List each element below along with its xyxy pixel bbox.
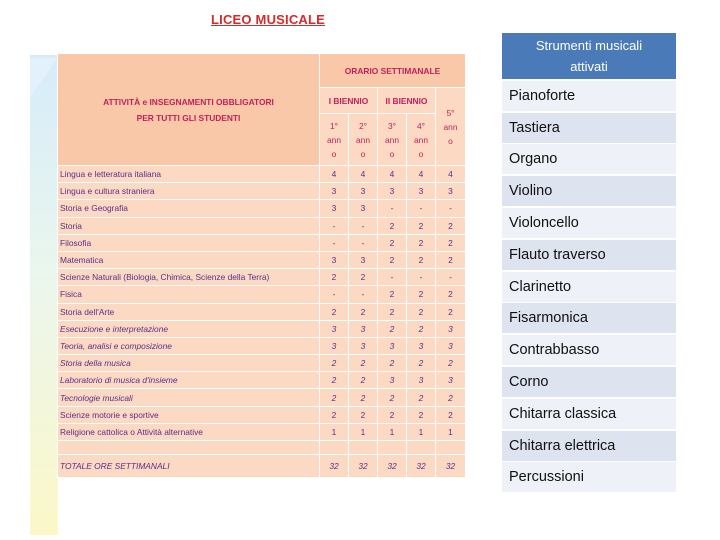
year-header-line: 3° bbox=[387, 120, 396, 131]
hours-cell: 2 bbox=[378, 320, 407, 337]
instrument-item: Flauto traverso bbox=[502, 240, 676, 270]
spacer-cell bbox=[436, 441, 466, 455]
hours-cell: 2 bbox=[407, 389, 436, 406]
hours-cell: 3 bbox=[407, 183, 436, 200]
instrument-item: Clarinetto bbox=[502, 272, 676, 302]
hours-cell: 2 bbox=[436, 251, 466, 268]
hours-cell: 2 bbox=[378, 234, 407, 251]
hours-cell: 2 bbox=[378, 286, 407, 303]
hours-cell: 1 bbox=[378, 423, 407, 440]
hours-cell: 2 bbox=[349, 389, 378, 406]
year-header bbox=[407, 114, 436, 166]
hours-cell: 2 bbox=[436, 303, 466, 320]
subject-name: Matematica bbox=[58, 251, 320, 268]
subject-name: Storia dell'Arte bbox=[58, 303, 320, 320]
hours-cell: 2 bbox=[349, 372, 378, 389]
hours-cell: 2 bbox=[436, 217, 466, 234]
hours-cell: - bbox=[436, 200, 466, 217]
instrument-item: Violino bbox=[502, 176, 676, 206]
instruments-list bbox=[502, 33, 676, 492]
year-header-line: ann bbox=[327, 134, 341, 145]
spacer-cell bbox=[349, 441, 378, 455]
hours-cell: 2 bbox=[320, 269, 349, 286]
hours-cell: 2 bbox=[407, 234, 436, 251]
hours-cell: 2 bbox=[436, 389, 466, 406]
table-row bbox=[58, 286, 466, 303]
subject-name: Storia della musica bbox=[58, 355, 320, 372]
hours-cell: 4 bbox=[320, 166, 349, 183]
year-5-header bbox=[436, 88, 466, 166]
activities-header-line1: ATTIVITÀ e INSEGNAMENTI OBBLIGATORI bbox=[103, 96, 274, 107]
table-row bbox=[58, 337, 466, 354]
hours-cell: - bbox=[320, 286, 349, 303]
activities-header bbox=[58, 54, 320, 166]
hours-cell: 2 bbox=[349, 355, 378, 372]
year-header-line: ann bbox=[414, 134, 428, 145]
total-cell: 32 bbox=[407, 455, 436, 478]
hours-cell: 2 bbox=[320, 303, 349, 320]
hours-cell: 2 bbox=[378, 303, 407, 320]
hours-cell: 3 bbox=[436, 320, 466, 337]
hours-cell: - bbox=[349, 217, 378, 234]
subject-name: Lingua e cultura straniera bbox=[58, 183, 320, 200]
year-header-line: o bbox=[389, 148, 395, 159]
subject-name: Fisica bbox=[58, 286, 320, 303]
table-row bbox=[58, 372, 466, 389]
hours-cell: - bbox=[378, 200, 407, 217]
table-row bbox=[58, 166, 466, 183]
table-row bbox=[58, 200, 466, 217]
instrument-item: Contrabbasso bbox=[502, 335, 676, 365]
group-header-1: I BIENNIO bbox=[320, 88, 378, 114]
hours-cell: 2 bbox=[436, 286, 466, 303]
hours-cell: 1 bbox=[349, 423, 378, 440]
hours-cell: 3 bbox=[378, 372, 407, 389]
hours-cell: 2 bbox=[378, 217, 407, 234]
instruments-header-line2: attivati bbox=[570, 59, 608, 74]
hours-cell: 2 bbox=[320, 389, 349, 406]
hours-cell: 2 bbox=[378, 389, 407, 406]
hours-cell: 2 bbox=[349, 303, 378, 320]
subject-name: Storia bbox=[58, 217, 320, 234]
orario-header: ORARIO SETTIMANALE bbox=[320, 54, 466, 88]
subject-name: Filosofia bbox=[58, 234, 320, 251]
hours-cell: 3 bbox=[320, 337, 349, 354]
hours-cell: 2 bbox=[407, 286, 436, 303]
table-row bbox=[58, 320, 466, 337]
hours-cell: 3 bbox=[320, 251, 349, 268]
hours-cell: 3 bbox=[378, 183, 407, 200]
instrument-item: Chitarra elettrica bbox=[502, 431, 676, 461]
hours-cell: 2 bbox=[378, 406, 407, 423]
year-header-line: ann bbox=[356, 134, 370, 145]
hours-cell: 2 bbox=[349, 269, 378, 286]
subject-name: Tecnologie musicali bbox=[58, 389, 320, 406]
total-label: TOTALE ORE SETTIMANALI bbox=[58, 455, 320, 478]
weekly-schedule-table bbox=[57, 53, 466, 478]
table-row bbox=[58, 251, 466, 268]
table-row bbox=[58, 423, 466, 440]
hours-cell: - bbox=[349, 286, 378, 303]
year-header bbox=[378, 114, 407, 166]
hours-cell: 2 bbox=[407, 355, 436, 372]
hours-cell: - bbox=[349, 234, 378, 251]
subject-name: Storia e Geografia bbox=[58, 200, 320, 217]
table-row bbox=[58, 355, 466, 372]
year-header-line: 4° bbox=[416, 120, 425, 131]
hours-cell: 3 bbox=[436, 372, 466, 389]
table-row bbox=[58, 217, 466, 234]
hours-cell: 3 bbox=[349, 251, 378, 268]
page-title: LICEO MUSICALE bbox=[211, 12, 326, 27]
table-row bbox=[58, 303, 466, 320]
table-row bbox=[58, 406, 466, 423]
instrument-item: Tastiera bbox=[502, 113, 676, 143]
spacer-cell bbox=[320, 441, 349, 455]
hours-cell: 2 bbox=[407, 320, 436, 337]
hours-cell: 1 bbox=[436, 423, 466, 440]
hours-cell: 3 bbox=[320, 183, 349, 200]
hours-cell: 3 bbox=[407, 372, 436, 389]
hours-cell: - bbox=[407, 200, 436, 217]
spacer-cell bbox=[58, 441, 320, 455]
hours-cell: 4 bbox=[349, 166, 378, 183]
hours-cell: 2 bbox=[320, 406, 349, 423]
hours-cell: 3 bbox=[349, 200, 378, 217]
hours-cell: 2 bbox=[407, 217, 436, 234]
table-row bbox=[58, 389, 466, 406]
hours-cell: 2 bbox=[349, 406, 378, 423]
instruments-header bbox=[502, 33, 676, 79]
hours-cell: - bbox=[320, 217, 349, 234]
instrument-item: Chitarra classica bbox=[502, 399, 676, 429]
total-row bbox=[58, 455, 466, 478]
hours-cell: 4 bbox=[378, 166, 407, 183]
decorative-triangle bbox=[30, 58, 58, 98]
year-header-line: o bbox=[360, 148, 366, 159]
subject-name: Esecuzione e interpretazione bbox=[58, 320, 320, 337]
year-5-line: 5° bbox=[446, 107, 455, 118]
year-header-line: 2° bbox=[358, 120, 367, 131]
decorative-gradient-bar bbox=[30, 55, 58, 535]
instruments-header-line1: Strumenti musicali bbox=[535, 38, 643, 53]
instrument-item: Violoncello bbox=[502, 208, 676, 238]
activities-header-line2: PER TUTTI GLI STUDENTI bbox=[136, 112, 241, 123]
table-row bbox=[58, 234, 466, 251]
hours-cell: 2 bbox=[320, 372, 349, 389]
subject-name: Scienze Naturali (Biologia, Chimica, Scienze della Terra) bbox=[58, 269, 320, 286]
subject-name: Scienze motorie e sportive bbox=[58, 406, 320, 423]
hours-cell: - bbox=[378, 269, 407, 286]
instrument-item: Pianoforte bbox=[502, 81, 676, 111]
hours-cell: 3 bbox=[320, 320, 349, 337]
instrument-item: Organo bbox=[502, 144, 676, 174]
total-cell: 32 bbox=[378, 455, 407, 478]
hours-cell: 2 bbox=[436, 406, 466, 423]
total-cell: 32 bbox=[320, 455, 349, 478]
spacer-row bbox=[58, 441, 466, 455]
hours-cell: 3 bbox=[320, 200, 349, 217]
total-cell: 32 bbox=[436, 455, 466, 478]
hours-cell: 4 bbox=[407, 166, 436, 183]
hours-cell: 2 bbox=[407, 406, 436, 423]
group-header-2: II BIENNIO bbox=[378, 88, 436, 114]
year-header-line: o bbox=[331, 148, 337, 159]
subject-name: Religione cattolica o Attività alternative bbox=[58, 423, 320, 440]
hours-cell: - bbox=[407, 269, 436, 286]
hours-cell: 4 bbox=[436, 166, 466, 183]
hours-cell: 2 bbox=[320, 355, 349, 372]
table-row bbox=[58, 269, 466, 286]
subject-name: Laboratorio di musica d'insieme bbox=[58, 372, 320, 389]
year-header-line: 1° bbox=[329, 120, 338, 131]
instrument-item: Corno bbox=[502, 367, 676, 397]
instrument-item: Fisarmonica bbox=[502, 303, 676, 333]
hours-cell: 3 bbox=[436, 183, 466, 200]
hours-cell: - bbox=[320, 234, 349, 251]
spacer-cell bbox=[378, 441, 407, 455]
hours-cell: 2 bbox=[436, 355, 466, 372]
hours-cell: 3 bbox=[349, 337, 378, 354]
hours-cell: 3 bbox=[378, 337, 407, 354]
hours-cell: 2 bbox=[378, 355, 407, 372]
total-cell: 32 bbox=[349, 455, 378, 478]
hours-cell: 2 bbox=[378, 251, 407, 268]
hours-cell: 3 bbox=[349, 320, 378, 337]
year-header bbox=[349, 114, 378, 166]
hours-cell: 3 bbox=[436, 337, 466, 354]
hours-cell: 3 bbox=[349, 183, 378, 200]
table-row bbox=[58, 183, 466, 200]
hours-cell: 1 bbox=[320, 423, 349, 440]
year-header-line: o bbox=[418, 148, 424, 159]
spacer-cell bbox=[407, 441, 436, 455]
hours-cell: - bbox=[436, 269, 466, 286]
hours-cell: 2 bbox=[407, 303, 436, 320]
subject-name: Lingua e letteratura italiana bbox=[58, 166, 320, 183]
hours-cell: 2 bbox=[436, 234, 466, 251]
instrument-item: Percussioni bbox=[502, 462, 676, 492]
subject-name: Teoria, analisi e composizione bbox=[58, 337, 320, 354]
hours-cell: 2 bbox=[407, 251, 436, 268]
hours-cell: 3 bbox=[407, 337, 436, 354]
year-header-line: ann bbox=[385, 134, 399, 145]
year-5-line: ann bbox=[443, 121, 458, 132]
year-header bbox=[320, 114, 349, 166]
hours-cell: 1 bbox=[407, 423, 436, 440]
year-5-line: o bbox=[448, 135, 453, 146]
